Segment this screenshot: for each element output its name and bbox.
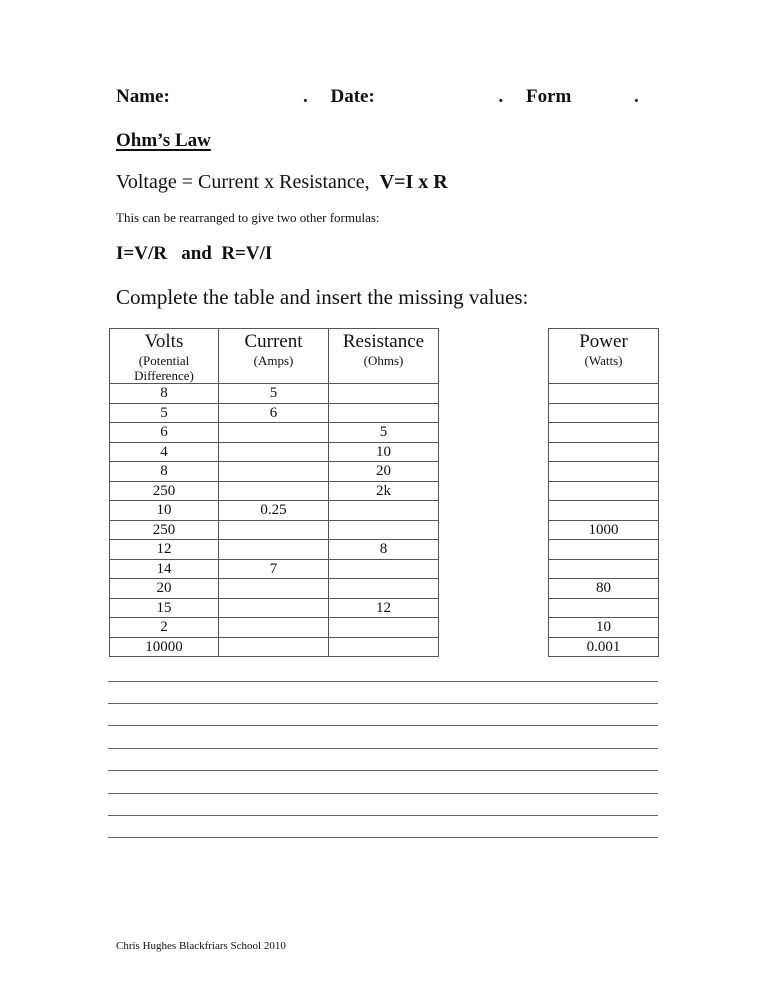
table-row: [110, 540, 439, 560]
power-row: [549, 559, 659, 579]
table-row: [110, 384, 439, 404]
table-row: [110, 559, 439, 579]
formula-text: Voltage = Current x Resistance,: [116, 171, 380, 193]
power-cell[interactable]: [549, 481, 659, 501]
power-row: [549, 540, 659, 560]
footer-credit: Chris Hughes Blackfriars School 2010: [116, 940, 286, 952]
power-row: [549, 637, 659, 657]
header-fields: [116, 86, 639, 108]
resistance-cell[interactable]: [329, 384, 439, 404]
name-field[interactable]: [116, 86, 303, 108]
table-row: [110, 618, 439, 638]
table-row: [110, 637, 439, 657]
answer-line[interactable]: [108, 703, 658, 704]
resistance-cell[interactable]: [329, 501, 439, 521]
current-cell: 6: [219, 403, 329, 423]
table-row: [110, 579, 439, 599]
resistance-cell: 12: [329, 598, 439, 618]
table-row: [110, 403, 439, 423]
power-cell[interactable]: [549, 403, 659, 423]
ohms-law-table: [109, 328, 439, 657]
power-cell: 1000: [549, 520, 659, 540]
form-field[interactable]: [526, 86, 634, 108]
power-cell[interactable]: [549, 598, 659, 618]
volts-cell: 6: [110, 423, 219, 443]
answer-line[interactable]: [108, 725, 658, 726]
answer-line[interactable]: [108, 770, 658, 771]
answer-line[interactable]: [108, 681, 658, 682]
resistance-cell[interactable]: [329, 520, 439, 540]
current-cell[interactable]: [219, 598, 329, 618]
resistance-cell[interactable]: [329, 559, 439, 579]
resistance-cell[interactable]: [329, 618, 439, 638]
date-field[interactable]: [331, 86, 499, 108]
power-row: [549, 384, 659, 404]
page-title: Ohm’s Law: [116, 130, 211, 151]
power-row: [549, 442, 659, 462]
current-cell[interactable]: [219, 423, 329, 443]
volts-cell: 4: [110, 442, 219, 462]
power-cell[interactable]: [549, 501, 659, 521]
current-cell[interactable]: [219, 481, 329, 501]
date-dot: .: [498, 86, 504, 107]
volts-cell: 20: [110, 579, 219, 599]
power-row: [549, 520, 659, 540]
current-cell[interactable]: [219, 637, 329, 657]
current-cell[interactable]: [219, 618, 329, 638]
resistance-cell: 2k: [329, 481, 439, 501]
resistance-cell[interactable]: [329, 403, 439, 423]
power-table: [548, 328, 659, 657]
table-row: [110, 501, 439, 521]
power-cell[interactable]: [549, 423, 659, 443]
table-row: [110, 520, 439, 540]
column-header-volts: Volts (Potential Difference): [110, 329, 219, 384]
volts-cell: 250: [110, 481, 219, 501]
formula-bold: V=I x R: [379, 171, 448, 193]
resistance-cell: 5: [329, 423, 439, 443]
power-cell[interactable]: [549, 384, 659, 404]
power-cell: 0.001: [549, 637, 659, 657]
volts-cell: 2: [110, 618, 219, 638]
answer-line[interactable]: [108, 793, 658, 794]
answer-line[interactable]: [108, 815, 658, 816]
current-cell[interactable]: [219, 540, 329, 560]
power-cell: 80: [549, 579, 659, 599]
current-cell[interactable]: [219, 462, 329, 482]
current-cell[interactable]: [219, 442, 329, 462]
volts-cell: 15: [110, 598, 219, 618]
form-label: Form: [526, 86, 572, 107]
power-cell: 10: [549, 618, 659, 638]
volts-cell: 5: [110, 403, 219, 423]
volts-cell: 250: [110, 520, 219, 540]
column-header-resistance: Resistance (Ohms): [329, 329, 439, 384]
volts-cell: 8: [110, 462, 219, 482]
power-row: [549, 403, 659, 423]
resistance-cell[interactable]: [329, 579, 439, 599]
date-label: Date:: [330, 86, 375, 107]
volts-cell: 12: [110, 540, 219, 560]
current-cell[interactable]: [219, 579, 329, 599]
name-dot: .: [303, 86, 308, 107]
answer-line[interactable]: [108, 748, 658, 749]
power-row: [549, 579, 659, 599]
power-row: [549, 501, 659, 521]
answer-line[interactable]: [108, 837, 658, 838]
ohms-law-formula: [116, 171, 448, 194]
table-row: [110, 462, 439, 482]
instruction-text: Complete the table and insert the missing values:: [116, 285, 529, 309]
current-cell[interactable]: [219, 520, 329, 540]
power-cell[interactable]: [549, 442, 659, 462]
table-row: [110, 423, 439, 443]
volts-cell: 10: [110, 501, 219, 521]
volts-cell: 10000: [110, 637, 219, 657]
column-header-power: Power (Watts): [549, 329, 659, 384]
resistance-cell: 10: [329, 442, 439, 462]
name-label: Name:: [116, 86, 170, 107]
power-row: [549, 423, 659, 443]
volts-cell: 14: [110, 559, 219, 579]
power-cell[interactable]: [549, 462, 659, 482]
power-cell[interactable]: [549, 540, 659, 560]
power-row: [549, 462, 659, 482]
rearrange-note: This can be rearranged to give two other formulas:: [116, 210, 380, 225]
form-dot: .: [634, 86, 639, 107]
rearranged-formulas: I=V/R and R=V/I: [116, 243, 273, 264]
power-cell[interactable]: [549, 559, 659, 579]
current-cell: 0.25: [219, 501, 329, 521]
table-row: [110, 442, 439, 462]
resistance-cell[interactable]: [329, 637, 439, 657]
table-row: [110, 598, 439, 618]
current-cell: 5: [219, 384, 329, 404]
volts-cell: 8: [110, 384, 219, 404]
table-row: [110, 481, 439, 501]
power-row: [549, 481, 659, 501]
power-row: [549, 618, 659, 638]
resistance-cell: 8: [329, 540, 439, 560]
column-header-current: Current (Amps): [219, 329, 329, 384]
current-cell: 7: [219, 559, 329, 579]
resistance-cell: 20: [329, 462, 439, 482]
power-row: [549, 598, 659, 618]
